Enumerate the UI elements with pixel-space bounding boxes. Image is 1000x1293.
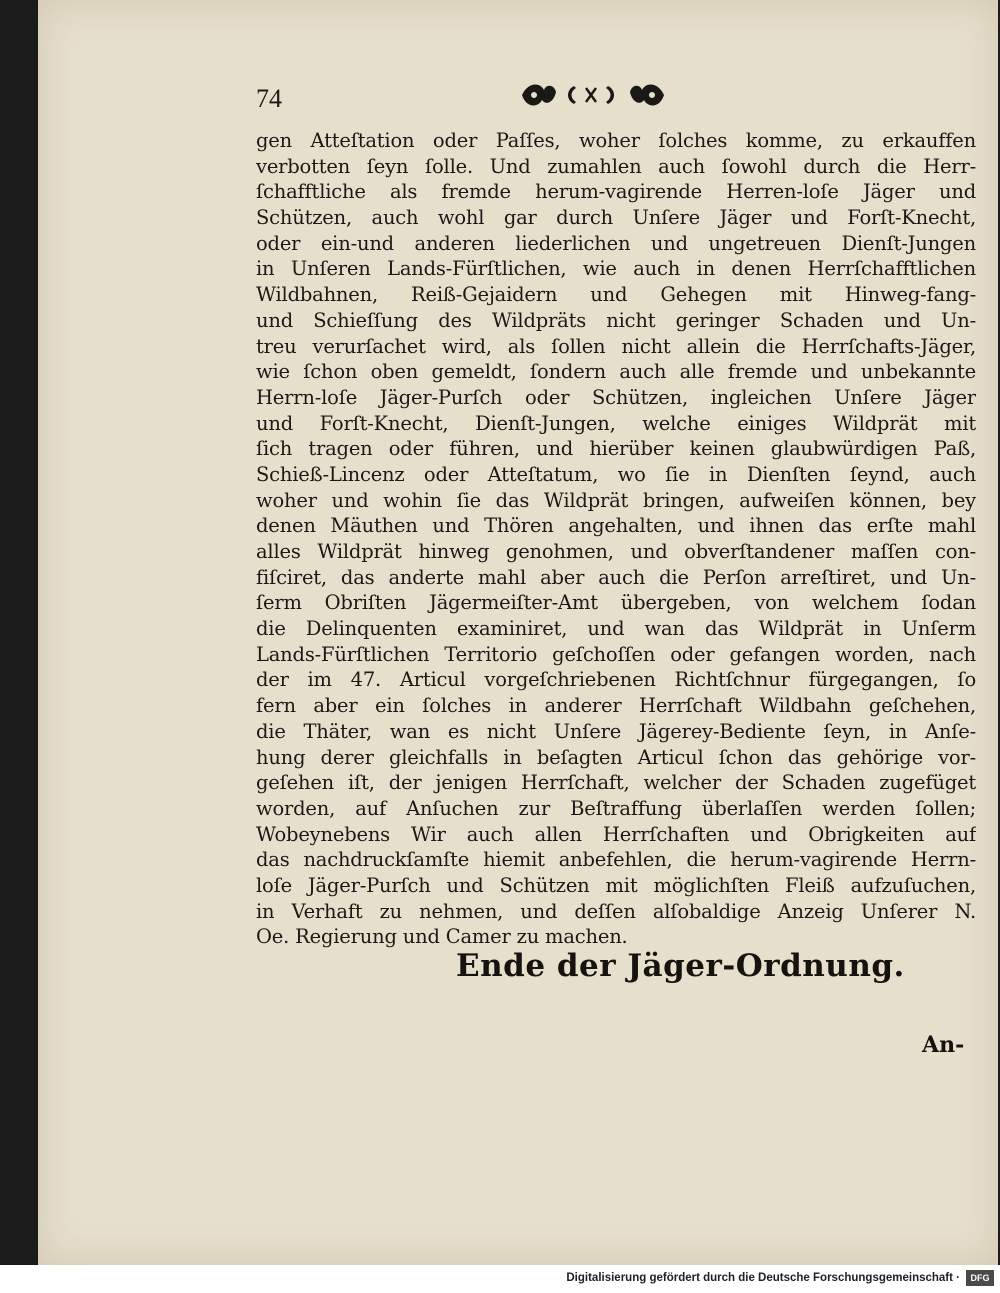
text-line: denen Mäuthen und Thören angehalten, und ihnen das erſte mahl <box>256 514 976 538</box>
text-line: das nachdruckſamſte hiemit anbefehlen, die herum-vagirende Herrn- <box>256 848 976 872</box>
dfg-logo-icon: DFG <box>966 1270 994 1286</box>
text-line: Schützen, auch wohl gar durch Unſere Jäger und Forſt-Knecht, <box>256 206 976 230</box>
text-line: ſchafftliche als fremde herum-vagirende Herren-loſe Jäger und <box>256 180 976 204</box>
text-line: der im 47. Articul vorgeſchriebenen Richtſchnur fürgegangen, ſo <box>256 668 976 692</box>
text-line: wie ſchon oben gemeldt, ſondern auch alle fremde und unbekannte <box>256 360 976 384</box>
text-line: Herrn-loſe Jäger-Purſch oder Schützen, ingleichen Unſere Jäger <box>256 385 976 409</box>
text-line: Oe. Regierung und Camer zu machen. <box>256 925 628 949</box>
book-page <box>38 0 998 1265</box>
closing-title: Ende der Jäger-Ordnung. <box>456 948 905 984</box>
text-line: alles Wildprät hinweg genohmen, und obverſtandener maſſen con- <box>256 540 976 563</box>
text-line: ſerm Obriſten Jägermeiſter-Amt übergeben, von welchem ſodan <box>256 591 976 615</box>
text-line: die Delinquenten examiniret, und wan das Wildprät in Unſerm <box>256 617 976 641</box>
text-line: die Thäter, wan es nicht Unſere Jägerey-Bediente ſeyn, in Anſe- <box>256 719 976 743</box>
text-line: Lands-Fürſtlichen Territorio geſchoſſen oder gefangen worden, nach <box>256 642 976 666</box>
text-line: Schieß-Lincenz oder Atteſtatum, wo ſie in Dienſten ſeynd, auch <box>256 462 976 486</box>
text-line: oder ein-und anderen liederlichen und ungetreuen Dienſt-Jungen <box>256 231 976 255</box>
text-line: treu verurſachet wird, als ſollen nicht allein die Herrſchafts-Jäger, <box>256 334 976 358</box>
funding-credit: Digitalisierung gefördert durch die Deutsche Forschungsgemeinschaft · <box>566 1272 960 1284</box>
text-line: woher und wohin ſie das Wildprät bringen, aufweiſen können, bey <box>256 488 976 512</box>
text-line: hung derer gleichfalls in beſagten Articul ſchon das gehörige vor- <box>256 745 976 769</box>
text-line: in Verhaft zu nehmen, und deſſen alſobaldige Anzeig Unſerer N. <box>256 899 976 923</box>
text-line: loſe Jäger-Purſch und Schützen mit möglichſten Fleiß aufzuſuchen, <box>256 873 976 897</box>
printers-ornament <box>518 78 668 112</box>
text-line: geſehen iſt, der jenigen Herrſchaft, welcher der Schaden zugefüget <box>256 771 976 795</box>
page-number: 74 <box>256 84 282 113</box>
text-line: und Schieſſung des Wildpräts nicht geringer Schaden und Un- <box>256 308 976 332</box>
text-line: fiſciret, das anderte mahl aber auch die Perſon arreſtiret, und Un- <box>256 565 976 589</box>
text-line: Wildbahnen, Reiß-Gejaidern und Gehegen mit Hinweg-fang- <box>256 283 976 307</box>
text-line: fern aber ein ſolches in anderer Herrſchaft Wildbahn geſchehen, <box>256 694 976 718</box>
text-line: ſich tragen oder führen, und hierüber keinen glaubwürdigen Paß, <box>256 437 976 461</box>
text-line: verbotten ſeyn ſolle. Und zumahlen auch ſowohl durch die Herr- <box>256 154 976 178</box>
catchword: An- <box>922 1032 965 1058</box>
text-line: und Forſt-Knecht, Dienſt-Jungen, welche einiges Wildprät mit <box>256 411 976 435</box>
text-line: Wobeynebens Wir auch allen Herrſchaften und Obrigkeiten auf <box>256 822 976 846</box>
text-line: in Unſeren Lands-Fürſtlichen, wie auch in denen Herrſchafftlichen <box>256 257 976 281</box>
text-line: gen Atteſtation oder Paſſes, woher ſolches komme, zu erkauffen <box>256 129 976 152</box>
body-text <box>256 128 976 950</box>
digitization-footer <box>0 1265 1000 1293</box>
text-line: worden, auf Anſuchen zur Beſtraffung überlaſſen werden ſollen; <box>256 796 976 820</box>
